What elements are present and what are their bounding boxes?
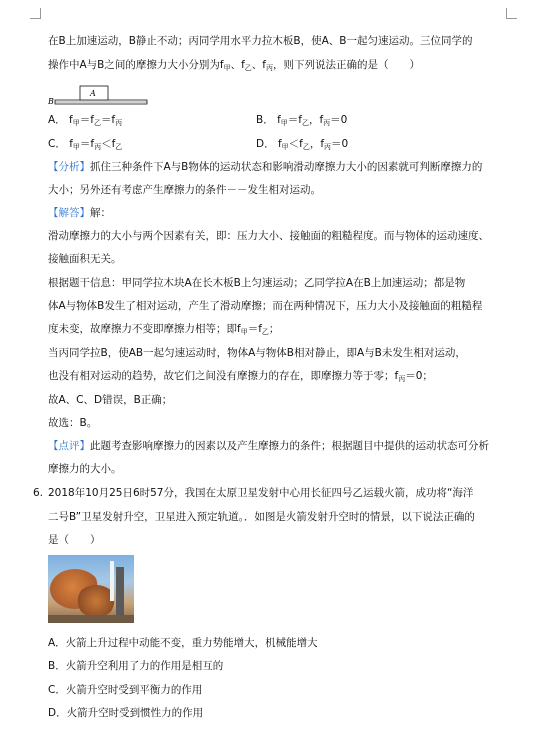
text: f [69,138,73,150]
subscript: 丙 [266,64,273,72]
comment-tag: 【点评】 [48,440,90,452]
option-a[interactable]: A．火箭上升过程中动能不变，重力势能增大，机械能增大 [48,637,318,649]
subscript: 丙 [398,375,406,383]
question-number: 6. [33,487,44,499]
subscript: 甲 [280,119,288,127]
option-b[interactable] [256,113,347,130]
crop-mark-top-right [506,8,517,19]
text: ； [268,323,280,335]
subscript: 丙 [323,119,331,127]
subscript: 丙 [94,143,102,151]
analysis-line [48,160,482,174]
text: f [69,114,73,126]
text: 操作中A与B之间的摩擦力大小分别为f [48,59,224,71]
answer-line [48,206,111,220]
text: ＝0； [405,370,433,382]
text: ＝f [100,114,116,126]
option-d[interactable]: D．火箭升空时受到惯性力的作用 [48,707,204,719]
solution-line: 故A、C、D错误，B正确； [48,394,173,406]
crop-mark-top-left [30,8,41,19]
subscript: 甲 [281,143,289,151]
question-text-line [48,58,420,75]
answer-tag: 【解答】 [48,207,90,219]
option-key: C． [48,138,66,150]
option-b[interactable]: B．火箭升空利用了力的作用是相互的 [48,660,224,672]
text: ＝f [247,323,262,335]
text: 、f [251,59,266,71]
subscript: 乙 [244,64,252,72]
text: ＜f [288,138,303,150]
subscript: 丙 [324,143,332,151]
text: ＜f [101,138,116,150]
analysis-line: 大小；另外还有考虑产生摩擦力的条件－－发生相对运动。 [48,184,321,196]
question-text-line: 是（ ） [48,534,101,546]
comment-line [48,439,489,453]
text: 解： [90,207,111,219]
option-c[interactable]: C．火箭升空时受到平衡力的作用 [48,684,203,696]
option-c[interactable] [48,137,122,154]
option-key: D． [256,138,275,150]
text: ＝0 [330,114,348,126]
subscript: 乙 [301,119,309,127]
subscript: 乙 [93,119,101,127]
text: ＝0 [331,138,349,150]
text: 抓住三种条件下A与B物体的运动状态和影响滑动摩擦力大小的因素就可判断摩擦力的 [90,161,483,173]
text: 、f [230,59,245,71]
text: f [277,114,281,126]
subscript: 甲 [72,143,80,151]
rocket [110,561,114,601]
text: 此题考查影响摩擦力的因素以及产生摩擦力的条件；根据题目中提供的运动状态可分析 [90,440,489,452]
solution-line: 体A与物体B发生了相对运动，产生了滑动摩擦；而在两种情况下，压力大小及接触面的粗糙程 [48,300,483,312]
text: 也没有相对运动的趋势，故它们之间没有摩擦力的存在，即摩擦力等于零；f [48,370,399,382]
subscript: 乙 [115,143,123,151]
ground [48,615,134,623]
text: ，则下列说法正确的是（ ） [273,59,420,71]
solution-line: 当丙同学拉B，使AB一起匀速运动时，物体A与物体B相对静止，即A与B未发生相对运动， [48,347,466,359]
text: ＝f [287,114,302,126]
rocket-launch-photo [48,555,134,623]
text: ，f [309,138,325,150]
subscript: 乙 [261,328,269,336]
analysis-tag: 【分析】 [48,161,90,173]
solution-line [48,369,433,386]
option-a[interactable] [48,113,122,130]
solution-line: 故选：B。 [48,417,98,429]
option-key: A． [48,114,66,126]
question-text-line: 二号B”卫星发射升空，卫星进入预定轨道。．如图是火箭发射升空时的情景，以下说法正确的 [48,511,475,523]
text: ，f [308,114,324,126]
solution-line: 根据题干信息：甲同学拉木块A在长木板B上匀速运动；乙同学拉A在B上加速运动；都是物 [48,277,466,289]
text: ＝f [79,114,94,126]
option-d[interactable] [256,137,348,154]
question-text-line: 2018年10月25日6时57分，我国在太原卫星发射中心用长征四号乙运载火箭，成功将“海洋 [48,487,474,499]
subscript: 甲 [72,119,80,127]
option-key: B． [256,114,274,126]
solution-line: 滑动摩擦力的大小与两个因素有关，即：压力大小、接触面的粗糙程度。而与物体的运动速度、 [48,230,489,242]
label-a: A [90,89,96,98]
subscript: 甲 [240,328,248,336]
subscript: 丙 [115,119,123,127]
block-on-board-figure [48,85,148,107]
text: ＝f [79,138,95,150]
text: f [277,138,282,150]
question-text-line: 在B上加速运动，B静止不动；丙同学用水平力拉木板B，使A、B一起匀速运动。三位同学的 [48,35,473,47]
solution-line: 接触面积无关。 [48,253,122,265]
launch-tower [116,567,124,621]
subscript: 甲 [223,64,231,72]
solution-line [48,322,279,339]
comment-line: 摩擦力的大小。 [48,463,122,475]
subscript: 乙 [302,143,310,151]
text: 度未变，故摩擦力不变即摩擦力相等；即f [48,323,241,335]
label-b: B [48,97,54,106]
